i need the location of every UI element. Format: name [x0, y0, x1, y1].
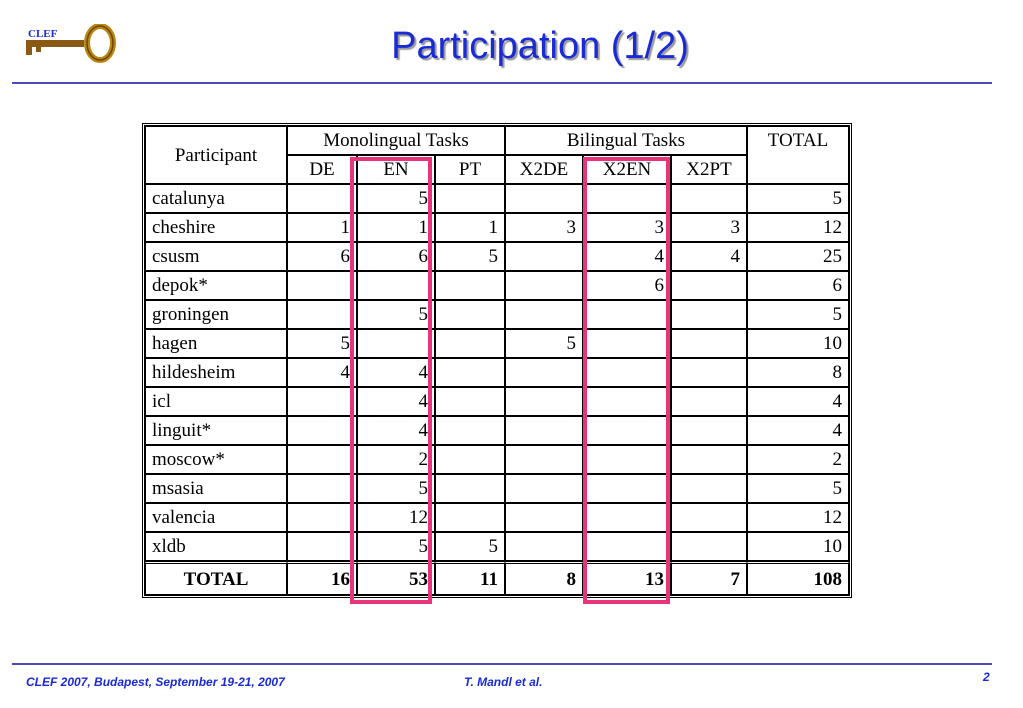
cell-x2de: 3	[505, 213, 583, 242]
cell-de	[287, 416, 357, 445]
table-body	[145, 184, 849, 595]
cell-total: 12	[747, 213, 849, 242]
cell-x2pt	[671, 416, 747, 445]
header-participant: Participant	[145, 126, 287, 184]
header-pt: PT	[435, 155, 505, 184]
total-de: 16	[287, 561, 357, 595]
total-pt: 11	[435, 561, 505, 595]
header-en: EN	[357, 155, 435, 184]
cell-de	[287, 474, 357, 503]
cell-total: 4	[747, 416, 849, 445]
table-row	[145, 271, 849, 300]
slide-title: Participation (1/2)	[391, 25, 689, 67]
cell-total: 25	[747, 242, 849, 271]
cell-x2pt	[671, 271, 747, 300]
cell-x2de	[505, 532, 583, 561]
cell-en: 4	[357, 416, 435, 445]
logo-text: CLEF	[28, 28, 58, 40]
cell-x2pt	[671, 474, 747, 503]
cell-en: 1	[357, 213, 435, 242]
table-row	[145, 474, 849, 503]
cell-pt	[435, 503, 505, 532]
cell-en	[357, 271, 435, 300]
total-x2en: 13	[583, 561, 671, 595]
cell-pt	[435, 416, 505, 445]
cell-x2pt	[671, 184, 747, 213]
total-x2pt: 7	[671, 561, 747, 595]
cell-en: 4	[357, 358, 435, 387]
cell-x2en	[583, 445, 671, 474]
cell-x2en	[583, 474, 671, 503]
cell-x2pt	[671, 387, 747, 416]
cell-x2de	[505, 474, 583, 503]
cell-x2pt	[671, 329, 747, 358]
table-row	[145, 387, 849, 416]
table-row	[145, 242, 849, 271]
table-row	[145, 358, 849, 387]
table-header-row	[145, 126, 849, 155]
cell-en: 2	[357, 445, 435, 474]
header-bilingual: Bilingual Tasks	[505, 126, 747, 155]
cell-de: 6	[287, 242, 357, 271]
participant-name: cheshire	[145, 213, 287, 242]
header-monolingual: Monolingual Tasks	[287, 126, 505, 155]
header-x2pt: X2PT	[671, 155, 747, 184]
cell-x2en	[583, 532, 671, 561]
cell-x2en: 3	[583, 213, 671, 242]
cell-total: 6	[747, 271, 849, 300]
table-row	[145, 503, 849, 532]
cell-de	[287, 445, 357, 474]
cell-x2de	[505, 445, 583, 474]
total-label: TOTAL	[145, 561, 287, 595]
cell-total: 5	[747, 474, 849, 503]
header-de: DE	[287, 155, 357, 184]
cell-en: 5	[357, 184, 435, 213]
participation-table	[142, 123, 852, 598]
participant-name: hildesheim	[145, 358, 287, 387]
cell-pt: 5	[435, 532, 505, 561]
cell-pt	[435, 300, 505, 329]
cell-de	[287, 184, 357, 213]
table-row	[145, 416, 849, 445]
cell-x2pt	[671, 300, 747, 329]
cell-x2de: 5	[505, 329, 583, 358]
cell-total: 8	[747, 358, 849, 387]
cell-pt	[435, 271, 505, 300]
cell-en: 5	[357, 532, 435, 561]
cell-x2pt: 3	[671, 213, 747, 242]
cell-total: 5	[747, 184, 849, 213]
cell-x2pt	[671, 445, 747, 474]
cell-x2pt	[671, 532, 747, 561]
cell-x2en: 4	[583, 242, 671, 271]
cell-x2pt	[671, 503, 747, 532]
footer-authors: T. Mandl et al.	[464, 675, 543, 689]
cell-x2de	[505, 358, 583, 387]
cell-x2en	[583, 184, 671, 213]
participant-name: hagen	[145, 329, 287, 358]
cell-total: 10	[747, 329, 849, 358]
participant-name: moscow*	[145, 445, 287, 474]
participant-name: msasia	[145, 474, 287, 503]
cell-de: 1	[287, 213, 357, 242]
cell-x2de	[505, 387, 583, 416]
cell-total: 5	[747, 300, 849, 329]
header-divider	[12, 82, 992, 84]
cell-total: 4	[747, 387, 849, 416]
cell-pt	[435, 184, 505, 213]
cell-pt: 5	[435, 242, 505, 271]
cell-x2en	[583, 329, 671, 358]
table-row	[145, 445, 849, 474]
footer-divider	[12, 663, 992, 665]
participant-name: depok*	[145, 271, 287, 300]
total-en: 53	[357, 561, 435, 595]
header-x2de: X2DE	[505, 155, 583, 184]
cell-x2pt: 4	[671, 242, 747, 271]
cell-total: 12	[747, 503, 849, 532]
cell-de: 4	[287, 358, 357, 387]
cell-x2de	[505, 271, 583, 300]
cell-x2de	[505, 242, 583, 271]
cell-x2de	[505, 184, 583, 213]
cell-de	[287, 503, 357, 532]
table-row	[145, 184, 849, 213]
cell-x2de	[505, 503, 583, 532]
participant-name: icl	[145, 387, 287, 416]
cell-en: 6	[357, 242, 435, 271]
table-row	[145, 300, 849, 329]
cell-x2de	[505, 300, 583, 329]
clef-key-logo	[22, 24, 118, 64]
cell-pt	[435, 387, 505, 416]
cell-total: 2	[747, 445, 849, 474]
cell-de	[287, 300, 357, 329]
cell-pt	[435, 358, 505, 387]
cell-x2en	[583, 416, 671, 445]
cell-de	[287, 271, 357, 300]
table-row	[145, 213, 849, 242]
table-row	[145, 329, 849, 358]
header-x2en: X2EN	[583, 155, 671, 184]
cell-en	[357, 329, 435, 358]
cell-total: 10	[747, 532, 849, 561]
cell-pt: 1	[435, 213, 505, 242]
participant-name: linguit*	[145, 416, 287, 445]
participant-name: valencia	[145, 503, 287, 532]
participant-name: catalunya	[145, 184, 287, 213]
footer-conference: CLEF 2007, Budapest, September 19-21, 2007	[26, 675, 285, 689]
cell-pt	[435, 474, 505, 503]
total-row	[145, 561, 849, 595]
cell-en: 12	[357, 503, 435, 532]
cell-de: 5	[287, 329, 357, 358]
cell-en: 5	[357, 300, 435, 329]
cell-x2en	[583, 358, 671, 387]
total-x2de: 8	[505, 561, 583, 595]
cell-de	[287, 532, 357, 561]
cell-pt	[435, 445, 505, 474]
cell-x2en	[583, 503, 671, 532]
participant-name: groningen	[145, 300, 287, 329]
cell-x2en: 6	[583, 271, 671, 300]
cell-x2en	[583, 300, 671, 329]
participant-name: xldb	[145, 532, 287, 561]
participant-name: csusm	[145, 242, 287, 271]
cell-en: 4	[357, 387, 435, 416]
cell-x2en	[583, 387, 671, 416]
table-row	[145, 532, 849, 561]
header-total: TOTAL	[747, 126, 849, 184]
grand-total: 108	[747, 561, 849, 595]
page-number: 2	[983, 670, 990, 684]
cell-de	[287, 387, 357, 416]
cell-x2de	[505, 416, 583, 445]
cell-pt	[435, 329, 505, 358]
cell-en: 5	[357, 474, 435, 503]
cell-x2pt	[671, 358, 747, 387]
